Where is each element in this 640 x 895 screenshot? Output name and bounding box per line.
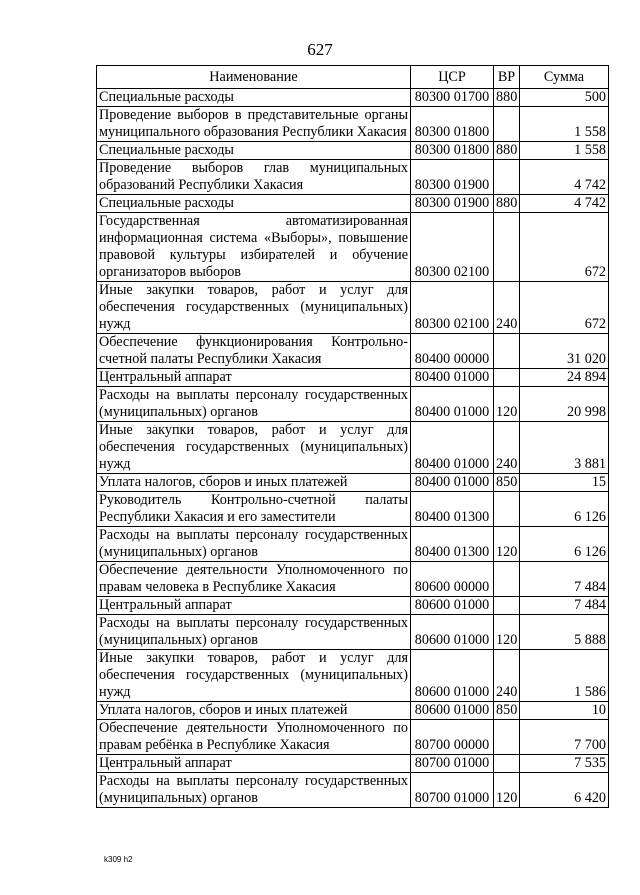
cell-name: Центральный аппарат <box>97 597 411 615</box>
table-row <box>97 492 609 527</box>
cell-name: Иные закупки товаров, работ и услуг для обеспечения государственных (муниципальных) нужд <box>97 650 411 702</box>
cell-csr: 80400 01300 <box>411 527 494 562</box>
cell-sum: 5 888 <box>520 615 609 650</box>
cell-vr: 120 <box>494 773 520 808</box>
cell-csr: 80600 01000 <box>411 702 494 720</box>
cell-sum: 672 <box>520 282 609 334</box>
table-row <box>97 195 609 213</box>
cell-name: Уплата налогов, сборов и иных платежей <box>97 702 411 720</box>
cell-sum: 7 484 <box>520 562 609 597</box>
cell-sum: 7 535 <box>520 755 609 773</box>
cell-vr <box>494 369 520 387</box>
footer-code: k309 h2 <box>104 855 133 864</box>
cell-csr: 80300 01800 <box>411 142 494 160</box>
cell-name: Расходы на выплаты персоналу государственных (муниципальных) органов <box>97 773 411 808</box>
cell-vr: 880 <box>494 89 520 107</box>
cell-name: Иные закупки товаров, работ и услуг для обеспечения государственных (муниципальных) нужд <box>97 422 411 474</box>
table-row <box>97 369 609 387</box>
cell-sum: 500 <box>520 89 609 107</box>
cell-name: Центральный аппарат <box>97 369 411 387</box>
cell-csr: 80600 01000 <box>411 597 494 615</box>
table-row <box>97 597 609 615</box>
table-row <box>97 142 609 160</box>
table-header-row <box>97 66 609 89</box>
cell-sum: 4 742 <box>520 160 609 195</box>
cell-name: Уплата налогов, сборов и иных платежей <box>97 474 411 492</box>
cell-name: Иные закупки товаров, работ и услуг для обеспечения государственных (муниципальных) нужд <box>97 282 411 334</box>
cell-vr: 240 <box>494 422 520 474</box>
table-row <box>97 422 609 474</box>
cell-name: Расходы на выплаты персоналу государственных (муниципальных) органов <box>97 527 411 562</box>
table-row <box>97 702 609 720</box>
cell-name: Государственная автоматизированная информационная система «Выборы», повышение правовой культуры избирателей и обучение организаторов выборов <box>97 213 411 282</box>
cell-sum: 15 <box>520 474 609 492</box>
header-vr: ВР <box>494 66 520 89</box>
table-row <box>97 615 609 650</box>
cell-csr: 80700 01000 <box>411 755 494 773</box>
cell-name: Обеспечение деятельности Уполномоченного по правам ребёнка в Республике Хакасия <box>97 720 411 755</box>
table-row <box>97 160 609 195</box>
budget-table <box>96 65 609 808</box>
cell-sum: 672 <box>520 213 609 282</box>
cell-sum: 1 558 <box>520 107 609 142</box>
cell-name: Специальные расходы <box>97 142 411 160</box>
cell-name: Проведение выборов в представительные органы муниципального образования Республики Хакасия <box>97 107 411 142</box>
cell-sum: 3 881 <box>520 422 609 474</box>
cell-sum: 1 558 <box>520 142 609 160</box>
cell-vr: 120 <box>494 387 520 422</box>
cell-sum: 7 484 <box>520 597 609 615</box>
table-row <box>97 773 609 808</box>
cell-csr: 80400 01000 <box>411 387 494 422</box>
cell-vr <box>494 334 520 369</box>
cell-vr: 850 <box>494 702 520 720</box>
cell-vr <box>494 562 520 597</box>
cell-vr <box>494 160 520 195</box>
cell-vr <box>494 213 520 282</box>
cell-csr: 80300 01900 <box>411 160 494 195</box>
cell-vr: 880 <box>494 195 520 213</box>
cell-csr: 80400 01300 <box>411 492 494 527</box>
cell-vr <box>494 492 520 527</box>
table-row <box>97 650 609 702</box>
cell-name: Центральный аппарат <box>97 755 411 773</box>
cell-csr: 80300 01700 <box>411 89 494 107</box>
cell-csr: 80300 01800 <box>411 107 494 142</box>
cell-name: Специальные расходы <box>97 195 411 213</box>
header-name: Наименование <box>97 66 411 89</box>
cell-vr: 240 <box>494 282 520 334</box>
table-row <box>97 562 609 597</box>
cell-csr: 80300 02100 <box>411 213 494 282</box>
cell-csr: 80400 00000 <box>411 334 494 369</box>
cell-vr <box>494 720 520 755</box>
cell-name: Расходы на выплаты персоналу государственных (муниципальных) органов <box>97 615 411 650</box>
table-row <box>97 334 609 369</box>
cell-name: Обеспечение функционирования Контрольно-счетной палаты Республики Хакасия <box>97 334 411 369</box>
cell-vr <box>494 597 520 615</box>
cell-csr: 80300 01900 <box>411 195 494 213</box>
cell-sum: 6 420 <box>520 773 609 808</box>
page-number: 627 <box>307 40 333 59</box>
cell-vr: 850 <box>494 474 520 492</box>
cell-csr: 80400 01000 <box>411 369 494 387</box>
cell-vr: 120 <box>494 527 520 562</box>
cell-vr: 120 <box>494 615 520 650</box>
cell-sum: 6 126 <box>520 492 609 527</box>
cell-csr: 80700 01000 <box>411 773 494 808</box>
cell-csr: 80300 02100 <box>411 282 494 334</box>
cell-sum: 1 586 <box>520 650 609 702</box>
cell-sum: 20 998 <box>520 387 609 422</box>
cell-name: Руководитель Контрольно-счетной палаты Республики Хакасия и его заместители <box>97 492 411 527</box>
cell-name: Расходы на выплаты персоналу государственных (муниципальных) органов <box>97 387 411 422</box>
cell-name: Обеспечение деятельности Уполномоченного по правам человека в Республике Хакасия <box>97 562 411 597</box>
table-row <box>97 474 609 492</box>
cell-csr: 80600 00000 <box>411 562 494 597</box>
table-row <box>97 213 609 282</box>
cell-vr <box>494 107 520 142</box>
cell-vr: 880 <box>494 142 520 160</box>
cell-vr <box>494 755 520 773</box>
cell-sum: 10 <box>520 702 609 720</box>
cell-sum: 31 020 <box>520 334 609 369</box>
table-row <box>97 282 609 334</box>
table-row <box>97 720 609 755</box>
cell-sum: 6 126 <box>520 527 609 562</box>
table-row <box>97 527 609 562</box>
cell-csr: 80600 01000 <box>411 650 494 702</box>
cell-vr: 240 <box>494 650 520 702</box>
table-row <box>97 387 609 422</box>
cell-name: Специальные расходы <box>97 89 411 107</box>
cell-csr: 80400 01000 <box>411 422 494 474</box>
cell-sum: 24 894 <box>520 369 609 387</box>
cell-name: Проведение выборов глав муниципальных образований Республики Хакасия <box>97 160 411 195</box>
header-csr: ЦСР <box>411 66 494 89</box>
table-row <box>97 107 609 142</box>
cell-csr: 80400 01000 <box>411 474 494 492</box>
table-row <box>97 755 609 773</box>
header-sum: Сумма <box>520 66 609 89</box>
cell-csr: 80600 01000 <box>411 615 494 650</box>
cell-sum: 4 742 <box>520 195 609 213</box>
cell-csr: 80700 00000 <box>411 720 494 755</box>
cell-sum: 7 700 <box>520 720 609 755</box>
table-row <box>97 89 609 107</box>
